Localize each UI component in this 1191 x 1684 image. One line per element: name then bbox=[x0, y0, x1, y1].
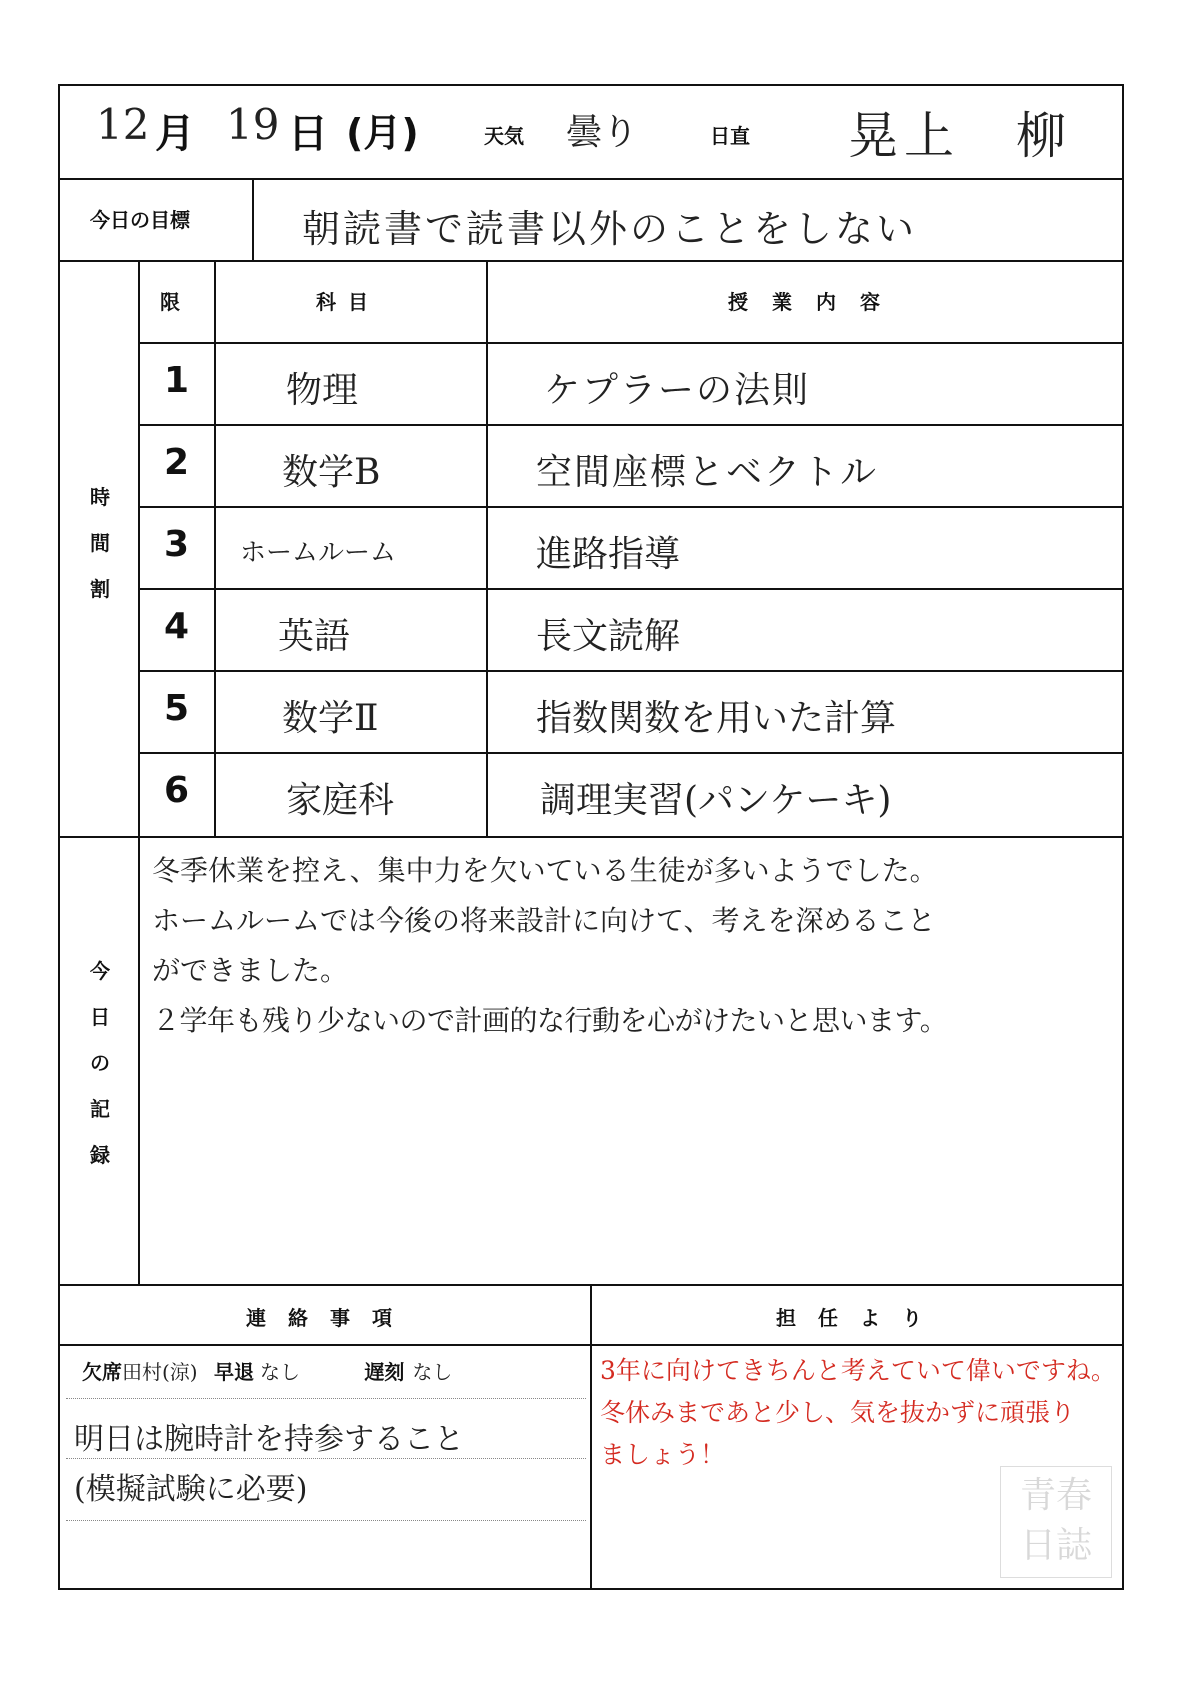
early-value: なし bbox=[259, 1360, 300, 1384]
attendance-row bbox=[82, 1356, 452, 1385]
absent-value: 田村(涼) bbox=[122, 1360, 198, 1384]
late-value: なし bbox=[412, 1360, 453, 1384]
table-row-1-content: ケプラーの法則 bbox=[544, 370, 811, 411]
duty-label: 日直 bbox=[710, 124, 750, 148]
notice-header: 連絡事項 bbox=[246, 1306, 414, 1330]
late-label: 遅刻 bbox=[364, 1360, 405, 1384]
record-line-4: ２学年も残り少ないので計画的な行動を心がけたいと思います。 bbox=[152, 1004, 948, 1037]
early-label: 早退 bbox=[213, 1360, 254, 1384]
table-row-1-subject: 物理 bbox=[286, 370, 359, 411]
table-row-6-period: 6 bbox=[164, 770, 190, 811]
table-row-1-period: 1 bbox=[164, 360, 190, 401]
teacher-line-2: 冬休みまであと少し、気を抜かずに頑張り bbox=[600, 1398, 1076, 1427]
table-row-3-period: 3 bbox=[164, 524, 190, 565]
notice-line-2: (模擬試験に必要) bbox=[74, 1472, 308, 1507]
table-row-6-subject: 家庭科 bbox=[286, 780, 395, 821]
weather-value: 曇り bbox=[566, 112, 639, 153]
diary-sheet bbox=[58, 84, 1124, 1590]
record-section-label: 今日の記録 bbox=[90, 959, 110, 1167]
timetable-section-label: 時間割 bbox=[90, 485, 110, 601]
teacher-comment bbox=[600, 1350, 1116, 1476]
notice-line-1: 明日は腕時計を持参すること bbox=[74, 1422, 464, 1457]
table-row-2-period: 2 bbox=[164, 442, 190, 483]
table-row-5-period: 5 bbox=[164, 688, 190, 729]
table-row-4-period: 4 bbox=[164, 606, 190, 647]
table-row-5-content: 指数関数を用いた計算 bbox=[536, 698, 897, 739]
date-day-unit: 日 bbox=[288, 111, 328, 157]
record-line-3: ができました。 bbox=[152, 954, 349, 987]
table-row-3-content: 進路指導 bbox=[536, 534, 681, 575]
date-month-unit: 月 bbox=[155, 111, 195, 157]
teacher-header: 担任より bbox=[776, 1306, 944, 1330]
date-day: 19 bbox=[226, 100, 280, 149]
duty-name: 晃上 柳 bbox=[848, 107, 1072, 165]
col-period-header: 限 bbox=[160, 290, 180, 314]
goal-label: 今日の目標 bbox=[90, 208, 190, 232]
table-row-2-content: 空間座標とベクトル bbox=[536, 452, 879, 493]
absent-label: 欠席 bbox=[82, 1360, 122, 1384]
teacher-line-1: 3年に向けてきちんと考えていて偉いですね。 bbox=[600, 1356, 1116, 1385]
teacher-line-3: ましょう！ bbox=[600, 1440, 726, 1469]
table-row-4-content: 長文読解 bbox=[536, 616, 681, 657]
goal-value: 朝読書で読書以外のことをしない bbox=[302, 207, 918, 251]
table-row-5-subject: 数学Ⅱ bbox=[282, 698, 379, 739]
col-content-header: 授業内容 bbox=[728, 290, 904, 314]
col-subject-header: 科目 bbox=[316, 290, 380, 314]
record-line-1: 冬季休業を控え、集中力を欠いている生徒が多いようでした。 bbox=[152, 854, 938, 887]
table-row-2-subject: 数学B bbox=[282, 452, 381, 493]
table-row-6-content: 調理実習(パンケーキ) bbox=[540, 780, 892, 821]
weather-label: 天気 bbox=[484, 124, 524, 148]
table-row-3-subject: ホームルーム bbox=[240, 538, 397, 568]
record-text bbox=[152, 846, 1118, 1046]
table-row-4-subject: 英語 bbox=[278, 616, 351, 657]
date-month: 12 bbox=[96, 100, 150, 149]
record-line-2: ホームルームでは今後の将来設計に向けて、考えを深めること bbox=[152, 904, 936, 937]
date-weekday: (月) bbox=[346, 111, 419, 155]
brand-seal: 青春 日誌 bbox=[1000, 1466, 1112, 1578]
